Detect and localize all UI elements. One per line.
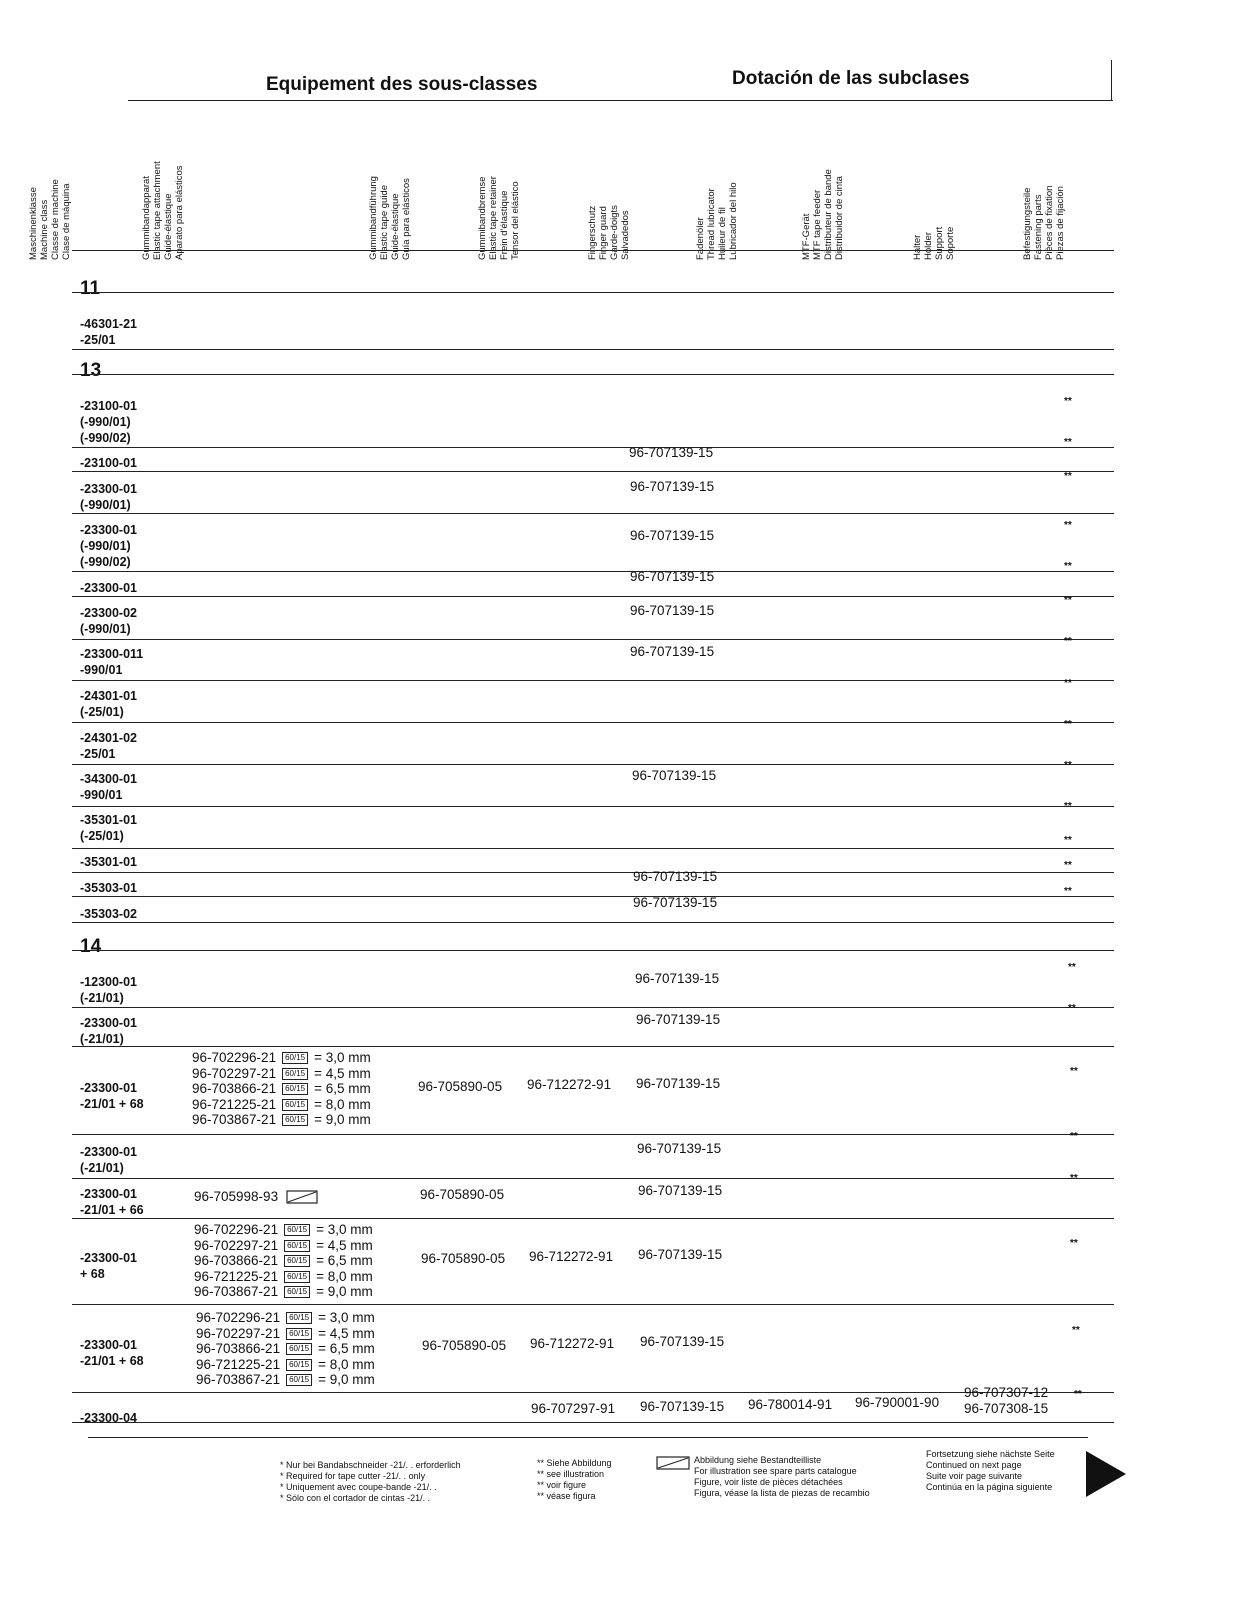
machine-class-cell: -23300-01 -21/01 + 68 [80, 1338, 144, 1368]
fastening-mark: ** [1064, 636, 1072, 647]
fastening-mark: ** [1064, 437, 1072, 448]
tape-part-line: 96-703867-21 60/15 = 9,0 mm [196, 1372, 375, 1387]
tape-guide-part: 96-705890-05 [422, 1338, 507, 1353]
machine-class-cell: -23300-01 -21/01 + 66 [80, 1187, 144, 1217]
machine-class-cell: -23300-01 [80, 581, 137, 595]
fastening-mark: ** [1064, 561, 1072, 572]
row-divider [72, 1392, 1114, 1393]
row-divider [72, 764, 1114, 765]
row-divider [72, 950, 1114, 951]
fastening-mark: ** [1070, 1238, 1078, 1249]
tape-retainer-part: 96-707297-91 [531, 1401, 616, 1416]
tape-guide-part: 96-705890-05 [421, 1251, 506, 1266]
machine-class-cell: -12300-01 (-21/01) [80, 975, 137, 1005]
row-divider [72, 922, 1114, 923]
fastening-mark: ** [1064, 595, 1072, 606]
fastening-mark: ** [1064, 760, 1072, 771]
mtf-tape-feeder-part: 96-790001-90 [855, 1395, 940, 1410]
row-divider [72, 806, 1114, 807]
col-elastic-tape-guide: Gummibandführung Elastic tape guide Guide-élastique Guía para elásticos [368, 176, 412, 260]
footnote-spare-parts-catalogue: Abbildung siehe Bestandteilliste For illustration see spare parts catalogue Figure, voir liste de pièces détachées Figura, véase la lista de piezas de recambio [694, 1455, 870, 1498]
fastening-mark: ** [1068, 962, 1076, 973]
finger-guard-part: 96-707139-15 [633, 895, 718, 910]
tape-retainer-part: 96-712272-91 [529, 1249, 614, 1264]
tape-part-line: 96-703866-21 60/15 = 6,5 mm [192, 1081, 371, 1096]
row-divider [72, 1218, 1114, 1219]
row-divider [72, 1046, 1114, 1047]
finger-guard-part: 96-707139-15 [637, 1141, 722, 1156]
tape-part-line: 96-702296-21 60/15 = 3,0 mm [192, 1050, 371, 1065]
row-divider [72, 596, 1114, 597]
tape-part-line: 96-703866-21 60/15 = 6,5 mm [194, 1253, 373, 1268]
finger-guard-part: 96-707139-15 [630, 569, 715, 584]
machine-class-cell: -23300-02 (-990/01) [80, 606, 137, 636]
class-heading-11: 11 [80, 278, 101, 299]
row-divider [72, 513, 1114, 514]
page-title-es: Dotación de las subclases [732, 68, 970, 89]
finger-guard-part: 96-707139-15 [638, 1247, 723, 1262]
row-divider [72, 471, 1114, 472]
finger-guard-part: 96-707139-15 [630, 603, 715, 618]
finger-guard-part: 96-707139-15 [636, 1012, 721, 1027]
finger-guard-part: 96-707139-15 [632, 768, 717, 783]
tape-part-line: 96-702296-21 60/15 = 3,0 mm [194, 1222, 373, 1237]
machine-class-cell: -34300-01 -990/01 [80, 772, 137, 802]
illustration-box-icon [656, 1456, 690, 1470]
machine-class-cell: -35301-01 (-25/01) [80, 813, 137, 843]
machine-class-cell: -23300-04 [80, 1411, 137, 1425]
fastening-mark: ** [1064, 520, 1072, 531]
fastening-mark: ** [1064, 396, 1072, 407]
tape-part-line: 96-702296-21 60/15 = 3,0 mm [196, 1310, 375, 1325]
col-holder: Halter Holder Support Soporte [912, 226, 956, 260]
tape-guide-part: 96-705890-05 [418, 1079, 503, 1094]
row-divider [72, 374, 1114, 375]
fastening-mark: ** [1070, 1066, 1078, 1077]
footnote-see-illustration: ** Siehe Abbildung ** see illustration ** voir figure ** véase figura [537, 1458, 612, 1501]
illustration-box-icon [286, 1190, 318, 1204]
machine-class-cell: -24301-01 (-25/01) [80, 689, 137, 719]
fastening-mark: ** [1064, 719, 1072, 730]
fastening-mark: ** [1064, 471, 1072, 482]
row-divider [72, 292, 1114, 293]
holder-parts: 96-707307-12 96-707308-15 [964, 1385, 1049, 1416]
tape-retainer-part: 96-712272-91 [527, 1077, 612, 1092]
table-bottom-rule [88, 1437, 1088, 1438]
machine-class-cell: -23100-01 (-990/01) (-990/02) [80, 399, 137, 445]
finger-guard-part: 96-707139-15 [638, 1183, 723, 1198]
tape-attachment-part: 96-705998-93 [194, 1189, 318, 1204]
machine-class-cell: -23300-011 -990/01 [80, 647, 144, 677]
row-divider [72, 872, 1114, 873]
class-heading-14: 14 [80, 936, 102, 957]
tape-attachment-parts [196, 1310, 375, 1388]
row-divider [72, 848, 1114, 849]
row-divider [72, 722, 1114, 723]
fastening-mark: ** [1068, 1003, 1076, 1014]
machine-class-cell: -23100-01 [80, 456, 137, 470]
row-divider [72, 1134, 1114, 1135]
row-divider [72, 571, 1114, 572]
row-divider [72, 349, 1114, 350]
fastening-mark: ** [1074, 1389, 1082, 1400]
tape-part-line: 96-703867-21 60/15 = 9,0 mm [194, 1284, 373, 1299]
next-page-arrow-icon [1086, 1451, 1128, 1497]
tape-attachment-parts [192, 1050, 371, 1128]
row-divider [72, 639, 1114, 640]
col-elastic-tape-attachment: Gummibandapparat Elastic tape attachment Guide-élastique Aparato para elásticos [141, 161, 185, 260]
row-divider [72, 680, 1114, 681]
fastening-mark: ** [1064, 835, 1072, 846]
thread-lubricator-part: 96-780014-91 [748, 1397, 833, 1412]
tape-part-line: 96-702297-21 60/15 = 4,5 mm [196, 1325, 375, 1341]
col-finger-guard: Fingerschutz Finger guard Garde-doigts Salvadedos [587, 205, 631, 260]
footnote-tape-cutter: * Nur bei Bandabschneider -21/. . erforderlich * Required for tape cutter -21/. . only * Uniquement avec coupe-bande -21/. . * Sólo con el cortador de cintas -21/. . [280, 1460, 461, 1503]
tape-part-line: 96-721225-21 60/15 = 8,0 mm [196, 1356, 375, 1372]
tape-guide-part: 96-705890-05 [420, 1187, 505, 1202]
machine-class-cell: -23300-01 (-21/01) [80, 1016, 137, 1046]
column-heading-rule [72, 250, 1114, 251]
col-machine-class: Maschinenklasse Machine class Classe de machine Clase de máquina [28, 179, 72, 260]
machine-class-cell: -24301-02 -25/01 [80, 731, 137, 761]
machine-class-cell: -23300-01 (-990/01) (-990/02) [80, 523, 137, 569]
row-divider [72, 1178, 1114, 1179]
finger-guard-part: 96-707139-15 [629, 445, 714, 460]
machine-class-cell: -46301-21 -25/01 [80, 317, 137, 347]
fastening-mark: ** [1064, 886, 1072, 897]
col-mtf-tape-feeder: MTF-Gerät MTF tape feeder Distributeur de bande Distribuidor de cinta [801, 169, 845, 260]
finger-guard-part: 96-707139-15 [630, 644, 715, 659]
row-divider [72, 1422, 1114, 1423]
machine-class-cell: -23300-01 (-21/01) [80, 1145, 137, 1175]
finger-guard-part: 96-707139-15 [630, 528, 715, 543]
col-elastic-tape-retainer: Gummibandbremse Elastic tape retainer Frein d'élastique Tensor del elástico [477, 176, 521, 260]
finger-guard-part: 96-707139-15 [635, 971, 720, 986]
row-divider [72, 1007, 1114, 1008]
fastening-mark: ** [1064, 860, 1072, 871]
tape-attachment-parts [194, 1222, 373, 1300]
fastening-mark: ** [1064, 801, 1072, 812]
fastening-mark: ** [1070, 1131, 1078, 1142]
col-thread-lubricator: Fadenöler Thread lubricator Huileur de fil Lubricador del hilo [695, 182, 739, 260]
page-title-fr: Equipement des sous-classes [266, 74, 538, 95]
machine-class-cell: -35303-01 [80, 881, 137, 895]
finger-guard-part: 96-707139-15 [636, 1076, 721, 1091]
footnote-continued: Fortsetzung siehe nächste Seite Continued on next page Suite voir page suivante Continúa en la página siguiente [926, 1449, 1055, 1492]
tape-part-line: 96-703867-21 60/15 = 9,0 mm [192, 1112, 371, 1127]
tape-part-line: 96-721225-21 60/15 = 8,0 mm [194, 1268, 373, 1284]
fastening-mark: ** [1070, 1173, 1078, 1184]
row-divider [72, 1304, 1114, 1305]
tape-part-line: 96-702297-21 60/15 = 4,5 mm [194, 1237, 373, 1253]
finger-guard-part: 96-707139-15 [640, 1334, 725, 1349]
tape-part-line: 96-703866-21 60/15 = 6,5 mm [196, 1341, 375, 1356]
row-divider [72, 447, 1114, 448]
machine-class-cell: -23300-01 -21/01 + 68 [80, 1081, 144, 1111]
tape-part-line: 96-721225-21 60/15 = 8,0 mm [192, 1096, 371, 1112]
row-divider [72, 896, 1114, 897]
col-fastening-parts: Befestigungsteile Fastening parts Pièces de fixation Piezas de fijación [1022, 185, 1066, 260]
fastening-mark: ** [1064, 678, 1072, 689]
tape-retainer-part: 96-712272-91 [530, 1336, 615, 1351]
machine-class-cell: -35301-01 [80, 855, 137, 869]
tape-part-line: 96-702297-21 60/15 = 4,5 mm [192, 1065, 371, 1081]
header-vertical-rule [1111, 60, 1112, 100]
machine-class-cell: -35303-02 [80, 907, 137, 921]
machine-class-cell: -23300-01 + 68 [80, 1251, 137, 1281]
finger-guard-part: 96-707139-15 [630, 479, 715, 494]
finger-guard-part: 96-707139-15 [640, 1399, 725, 1414]
header-rule [128, 100, 1113, 101]
class-heading-13: 13 [80, 360, 102, 381]
fastening-mark: ** [1072, 1325, 1080, 1336]
machine-class-cell: -23300-01 (-990/01) [80, 482, 137, 512]
finger-guard-part: 96-707139-15 [633, 869, 718, 884]
